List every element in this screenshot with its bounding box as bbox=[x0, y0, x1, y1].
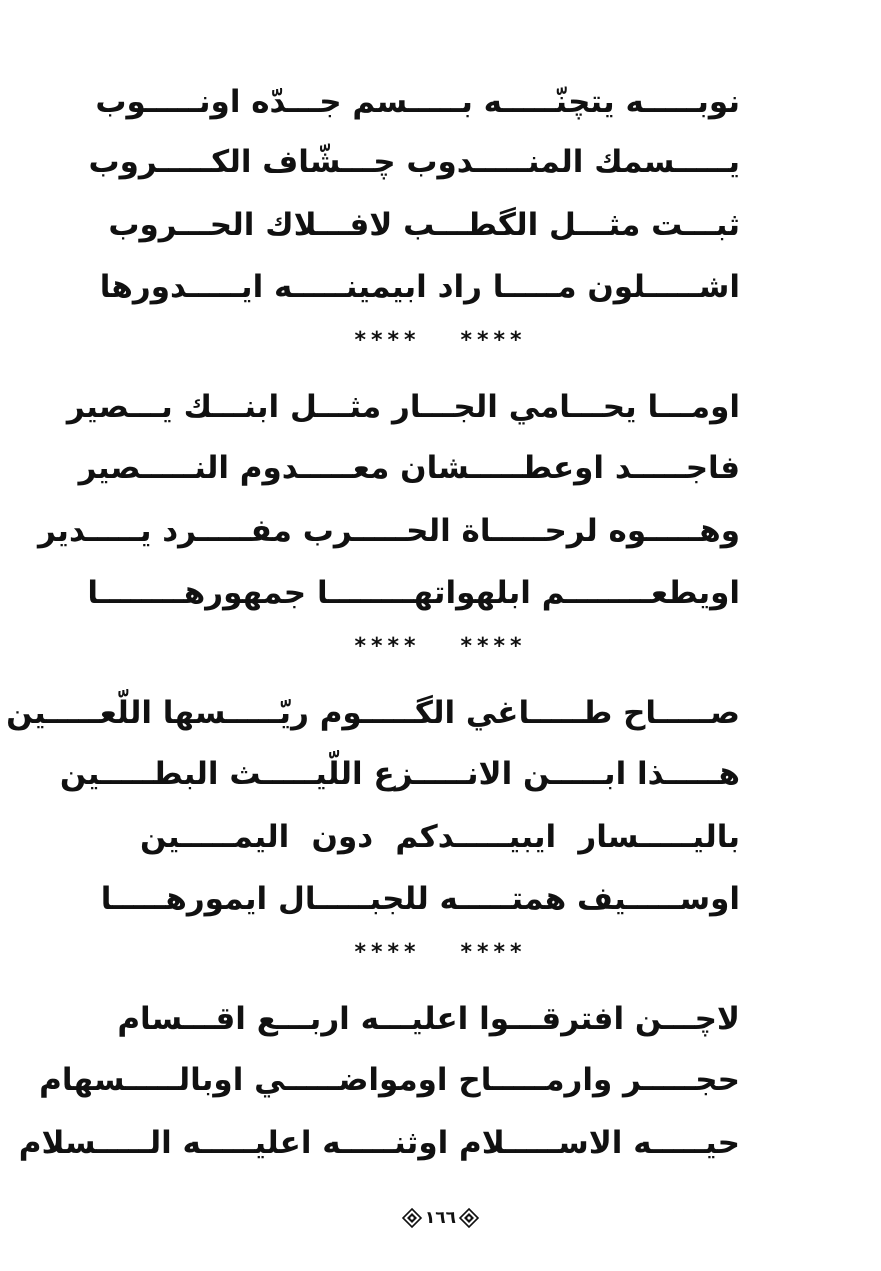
verse-line: حيـــــه الاســـــلام اوثنـــــه اعليـــــه الـــــسلام bbox=[18, 1125, 740, 1161]
stanza-separator bbox=[0, 632, 881, 662]
separator-stars: **** bbox=[460, 940, 527, 965]
page-folio bbox=[0, 1200, 881, 1236]
ornament-left-icon bbox=[401, 1207, 423, 1229]
verse-line: اشـــــلون مـــــا راد ابيمينـــــه ايـــــدورها bbox=[99, 269, 740, 305]
verse-line: اويطعــــــــم ابلهواتهــــــــا جمهورهــــــــا bbox=[87, 575, 740, 611]
verse-line: لاچـــن افترقـــوا اعليـــه اربـــع اقـــسام bbox=[117, 1001, 740, 1037]
verse-line: هـــــذا ابـــــن الانـــــزع اللّيـــــث البطـــــين bbox=[59, 756, 740, 792]
stanza-separator bbox=[0, 938, 881, 968]
separator-stars: **** bbox=[460, 328, 527, 353]
verse-line: صـــــاح طـــــاغي الگـــــوم ريّـــــسها اللّعـــــين bbox=[6, 695, 740, 731]
verse-line: حجـــــر وارمـــــاح اومواضـــــي اوبالـــــسهام bbox=[39, 1062, 740, 1098]
separator-stars: **** bbox=[354, 328, 421, 353]
separator-stars: **** bbox=[460, 634, 527, 659]
verse-line: ثبـــت مثـــل الگطـــب لافـــلاك الحـــروب bbox=[108, 207, 740, 243]
page-number: ١٦٦ bbox=[424, 1208, 457, 1228]
separator-stars: **** bbox=[354, 634, 421, 659]
verse-line: فاجـــــد اوعطـــــشان معـــــدوم النـــــصير bbox=[78, 450, 740, 486]
verse-line: وهـــــوه لرحـــــاة الحـــــرب مفـــــرد يـــــدير bbox=[38, 513, 740, 549]
separator-stars: **** bbox=[354, 940, 421, 965]
ornament-right-icon bbox=[458, 1207, 480, 1229]
verse-line: اوســـــيف همتـــــه للجبـــــال ايمورهـــــا bbox=[100, 881, 740, 917]
stanza-separator bbox=[0, 326, 881, 356]
verse-line: اومـــا يحـــامي الجـــار مثـــل ابنـــك يـــصير bbox=[66, 389, 740, 425]
verse-line: نوبـــــه يتچنّـــــه بـــــسم جـــدّه اونـــــوب bbox=[95, 84, 740, 120]
verse-line: باليـــــسار ايبيـــــدكم دون اليمـــــين bbox=[140, 819, 740, 855]
verse-line: يـــــسمك المنـــــدوب چـــشّاف الكـــــروب bbox=[88, 144, 740, 180]
